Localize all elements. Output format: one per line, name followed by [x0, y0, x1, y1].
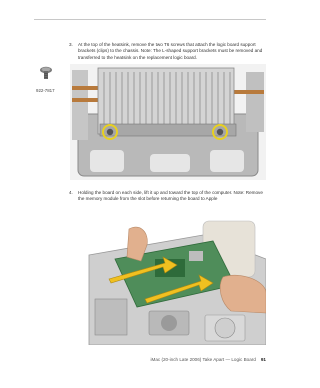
top-rule [34, 19, 266, 20]
screw-icon [38, 66, 54, 80]
step-text-line: the memory module from the slot before returning the board to Apple [78, 196, 218, 202]
step-text-line: Holding the board on each side, lift it up and toward the top of the computer. Note: Remove [78, 190, 263, 195]
heatsink-photo [70, 64, 266, 180]
step-text [78, 190, 270, 203]
page-footer [151, 357, 267, 362]
step-number: 4. [69, 190, 73, 195]
footer-title: iMac (20-inch Late 2006) Take Apart — Logic Board [150, 357, 256, 362]
part-number: 922-7817 [36, 88, 55, 93]
step-text [78, 42, 268, 61]
step-4 [69, 190, 269, 206]
step-number: 3. [69, 42, 73, 47]
logic-board-photo [85, 215, 266, 345]
page-number: 91 [260, 357, 266, 362]
step-text-line: brackets (clips) to the chassis. Note: The L-shaped support brackets must be removed and [78, 48, 263, 54]
step-text-line: transferred to the heatsink on the replacement logic board. [78, 54, 197, 60]
step-3 [69, 42, 269, 66]
step-text-line: At the top of the heatsink, remove the two T6 screws that attach the logic board support [78, 42, 256, 47]
